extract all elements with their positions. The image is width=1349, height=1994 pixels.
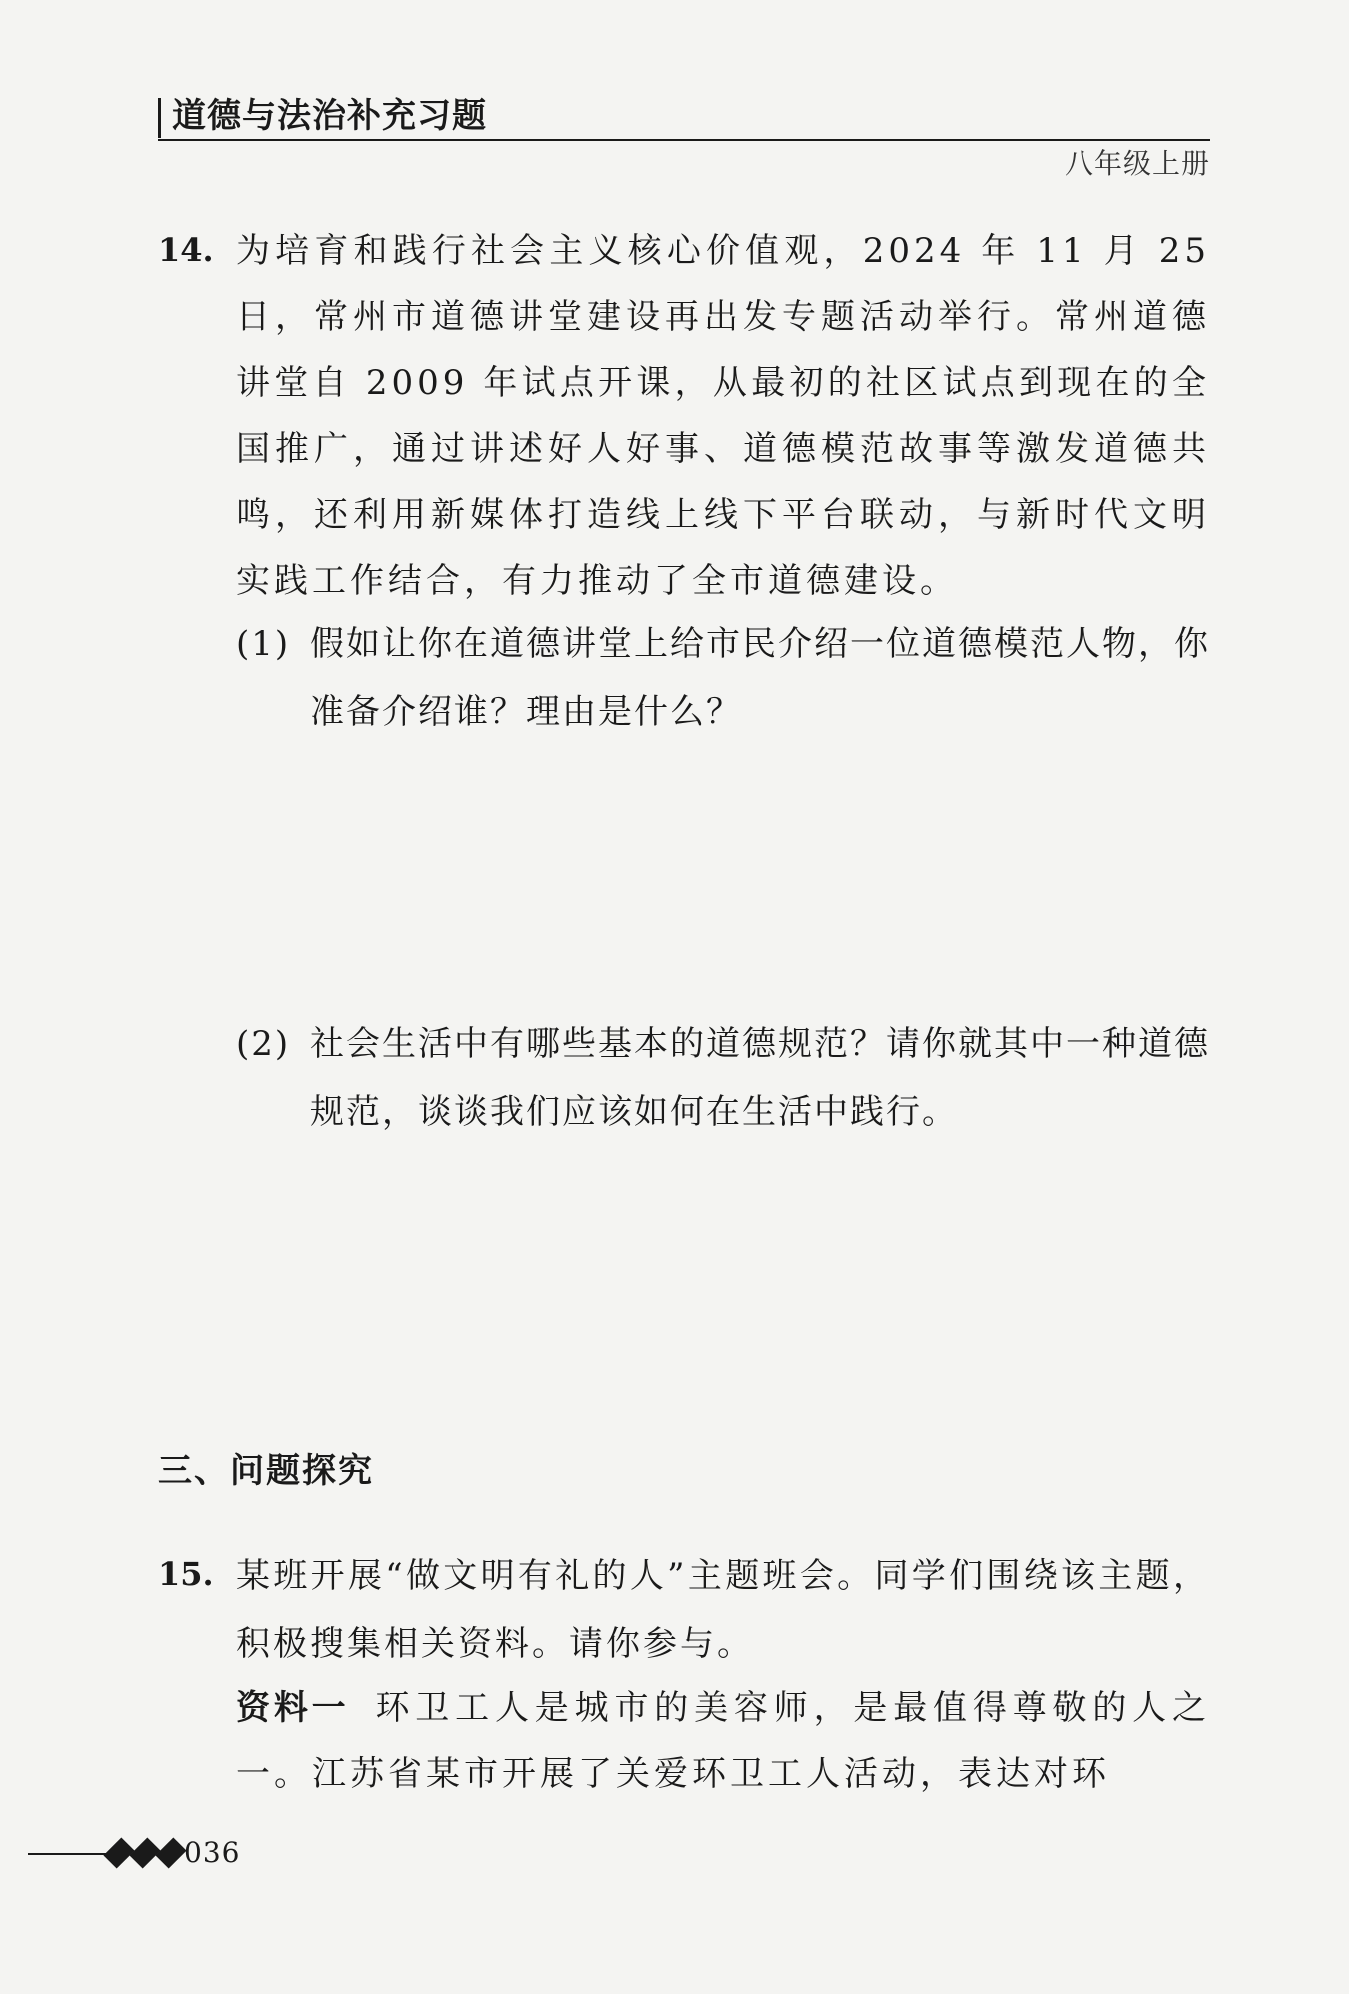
sub1-text: 假如让你在道德讲堂上给市民介绍一位道德模范人物，你准备介绍谁？理由是什么？: [310, 624, 1210, 732]
material-1-text: 环卫工人是城市的美容师，是最值得尊敬的人之一。江苏省某市开展了关爱环卫工人活动，表达对环: [236, 1688, 1211, 1794]
section-title: 三、问题探究: [158, 1451, 374, 1491]
page-number: 036: [184, 1836, 241, 1869]
question-15-text: 某班开展“做文明有礼的人”主题班会。同学们围绕该主题，积极搜集相关资料。请你参与。: [236, 1556, 1210, 1664]
question-14-number: 14.: [158, 231, 214, 269]
sub2-label: (2): [236, 1024, 291, 1064]
header-rule: [158, 139, 1210, 141]
question-14-sub2: [236, 1010, 1210, 1146]
grade-label: 八年级上册: [1064, 147, 1210, 180]
question-14-text: 为培育和践行社会主义核心价值观，2024 年 11 月 25 日，常州市道德讲堂建设再出发专题活动举行。常州道德讲堂自 2009 年试点开课，从最初的社区试点到现在的全国推广，通过讲述好人好事、道德模范故事等激发道德共鸣，还利用新媒体打造线上线下平台联动，与新时代文明实践工作结合，有力推动了全市道德建设。: [236, 231, 1210, 601]
sub2-text: 社会生活中有哪些基本的道德规范？请你就其中一种道德规范，谈谈我们应该如何在生活中践行。: [310, 1024, 1210, 1132]
material-1-label: 资料一: [236, 1688, 350, 1728]
material-1: [236, 1675, 1210, 1807]
header-bar: [158, 98, 161, 138]
question-14-sub1: [236, 610, 1210, 746]
footer-line: [28, 1853, 112, 1855]
diamond-icon: [155, 1837, 186, 1868]
question-15-number: 15.: [158, 1555, 214, 1593]
footer-diamonds: [108, 1836, 186, 1870]
book-title: 道德与法治补充习题: [172, 96, 487, 136]
sub1-label: (1): [236, 624, 291, 664]
